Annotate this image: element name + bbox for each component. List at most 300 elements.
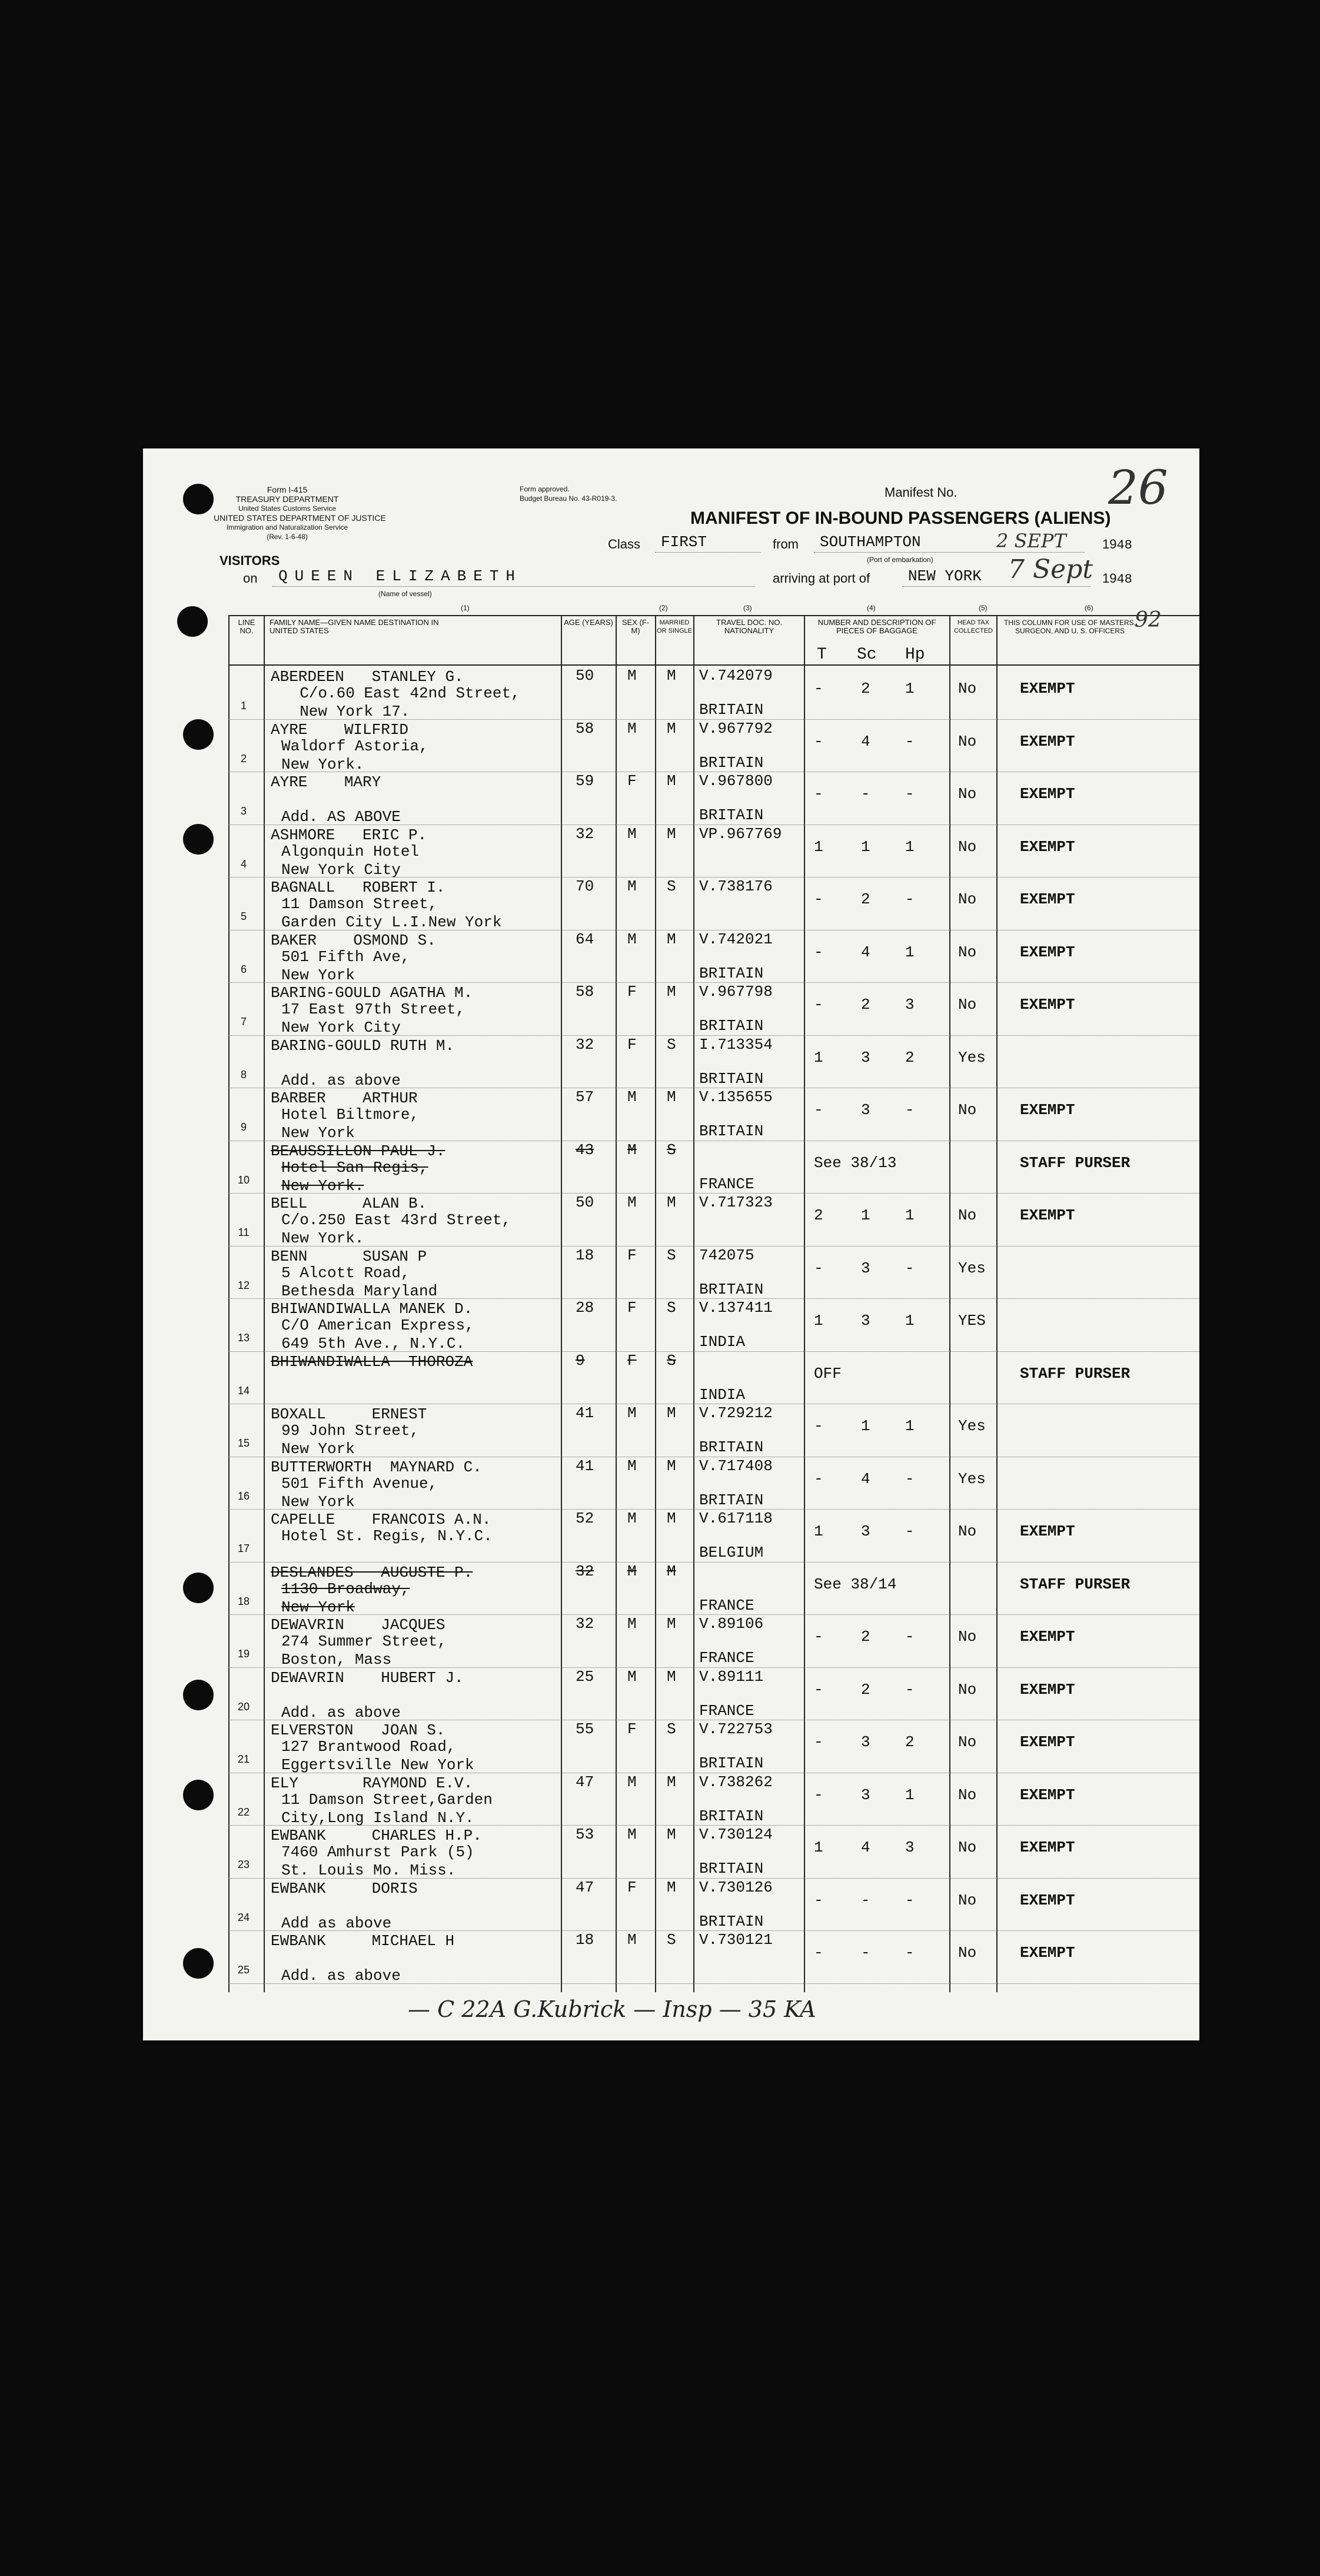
baggage-handpieces: 1 [905, 837, 915, 856]
baggage-handpieces: - [905, 732, 915, 750]
head-tax: No [958, 680, 977, 697]
passenger-marital: M [667, 1667, 676, 1686]
passenger-age: 70 [576, 877, 594, 895]
baggage-handpieces: - [905, 1470, 915, 1488]
manifest-title: MANIFEST OF IN-BOUND PASSENGERS (ALIENS) [690, 508, 1111, 528]
col-num-5: (5) [979, 604, 987, 612]
vessel-note: (Name of vessel) [378, 590, 432, 598]
punch-hole [183, 719, 214, 750]
passenger-name: BAKER OSMOND S. [271, 931, 436, 949]
officer-note: EXEMPT [1020, 1628, 1075, 1646]
baggage-suitcases: 3 [861, 1101, 870, 1119]
table-row [228, 720, 1199, 773]
head-tax: No [958, 943, 977, 961]
passenger-age: 52 [576, 1510, 594, 1527]
passenger-marital: S [667, 1720, 676, 1738]
baggage-suitcases: 3 [861, 1523, 870, 1540]
travel-doc-number: V.717323 [699, 1194, 773, 1211]
passenger-destination: C/O American Express, 649 5th Ave., N.Y.C. [281, 1317, 474, 1352]
ins-label: Immigration and Naturalization Service [226, 523, 348, 531]
passenger-age: 18 [576, 1246, 594, 1264]
officer-note: EXEMPT [1020, 1733, 1075, 1751]
customs-label: United States Customs Service [238, 504, 337, 513]
travel-doc-number: 742075 [699, 1246, 754, 1264]
arriving-label: arriving at port of [773, 571, 870, 586]
baggage-handpieces: - [905, 1891, 915, 1909]
officer-note: EXEMPT [1020, 890, 1075, 908]
visitors-label: VISITORS [220, 553, 280, 568]
table-row [228, 1141, 1199, 1194]
line-number: 21 [237, 1753, 250, 1765]
passenger-sex: M [627, 1457, 637, 1475]
passenger-destination: C/o.250 East 43rd Street, New York. [281, 1211, 511, 1247]
form-approved: Form approved. [520, 485, 570, 493]
arrival-underline [902, 586, 1090, 587]
passenger-destination: 5 Alcott Road, Bethesda Maryland [281, 1264, 438, 1300]
baggage-suitcases: 3 [861, 1786, 870, 1804]
passenger-marital: M [667, 719, 676, 737]
passenger-age: 32 [576, 1615, 594, 1633]
baggage-trunks: - [814, 1680, 823, 1699]
baggage-suitcases: 3 [861, 1259, 870, 1277]
passenger-sex: M [627, 719, 637, 737]
passenger-name: ELVERSTON JOAN S. [271, 1721, 445, 1739]
head-tax: No [958, 1839, 977, 1856]
from-label: from [773, 537, 799, 551]
table-row [228, 1352, 1199, 1405]
line-number: 13 [237, 1332, 250, 1344]
passenger-nationality: BRITAIN [699, 1122, 764, 1140]
baggage-handpieces: - [905, 1944, 915, 1962]
passenger-destination: Add. AS ABOVE [281, 808, 401, 826]
baggage-handpieces: 1 [905, 943, 915, 961]
passenger-nationality: BRITAIN [699, 1438, 764, 1456]
passenger-age: 57 [576, 1088, 594, 1106]
passenger-nationality: INDIA [699, 1385, 746, 1404]
line-number: 23 [237, 1859, 250, 1870]
passenger-destination: 11 Damson Street,Garden City,Long Island N.Y. [281, 1790, 493, 1827]
travel-doc-number: V.730121 [699, 1931, 773, 1949]
baggage-trunks: - [814, 996, 823, 1013]
baggage-trunks: - [814, 732, 823, 750]
year-label [1102, 537, 1132, 553]
officer-note: EXEMPT [1020, 1680, 1075, 1699]
arrival-port: NEW YORK [908, 567, 982, 585]
passenger-name: BARING-GOULD AGATHA M. [271, 984, 473, 1002]
passenger-name: BOXALL ERNEST [271, 1405, 427, 1423]
passenger-age: 18 [576, 1931, 594, 1949]
baggage-trunks: 2 [814, 1206, 823, 1224]
passenger-sex: F [627, 983, 637, 1001]
baggage-suitcases: 2 [861, 890, 870, 908]
passenger-name: BHIWANDIWALLA THOROZA [271, 1352, 473, 1371]
table-row [228, 667, 1199, 720]
col-num-3: (3) [743, 604, 752, 612]
baggage-handpieces: 3 [905, 1839, 915, 1856]
baggage-suitcases: 1 [861, 1206, 870, 1224]
passenger-sex: F [627, 1035, 637, 1053]
passenger-sex: F [627, 1878, 637, 1896]
revision-label: (Rev. 1-6-48) [267, 533, 308, 541]
table-row [228, 1036, 1199, 1089]
manifest-page [143, 448, 1199, 2040]
officer-note: EXEMPT [1020, 996, 1075, 1013]
line-number: 15 [237, 1437, 250, 1449]
travel-doc-number: V.89111 [699, 1667, 764, 1686]
baggage-trunks: 1 [814, 1523, 823, 1540]
baggage-suitcases: - [861, 1944, 870, 1962]
passenger-age: 64 [576, 930, 594, 948]
passenger-name: EWBANK MICHAEL H [271, 1932, 455, 1950]
passenger-marital: S [667, 1351, 676, 1370]
officer-note: EXEMPT [1020, 732, 1075, 750]
table-row [228, 1668, 1199, 1721]
baggage-handpieces: - [905, 1523, 915, 1540]
head-tax: No [958, 890, 977, 908]
passenger-nationality: BRITAIN [699, 1860, 764, 1877]
line-number: 2 [240, 752, 247, 765]
row-divider [228, 1983, 1199, 1984]
baggage-trunks: - [814, 1259, 823, 1277]
passenger-marital: S [667, 1035, 676, 1053]
passenger-destination: Add as above [281, 1914, 392, 1932]
passenger-sex: F [627, 1246, 637, 1264]
passenger-sex: F [627, 772, 637, 790]
officer-note: EXEMPT [1020, 943, 1075, 961]
officer-note: STAFF PURSER [1020, 1154, 1131, 1172]
passenger-age: 41 [576, 1404, 594, 1422]
passenger-destination: Add. as above [281, 1967, 401, 1985]
baggage-trunks: - [814, 1470, 823, 1488]
passenger-sex: M [627, 877, 637, 895]
passenger-nationality: FRANCE [699, 1596, 754, 1614]
table-row [228, 930, 1199, 983]
embark-date: 2 SEPT [996, 530, 1066, 552]
head-tax: Yes [958, 1048, 986, 1066]
table-row [228, 1931, 1199, 1984]
travel-doc-number: V.135655 [699, 1088, 773, 1106]
passenger-nationality: FRANCE [699, 1175, 754, 1193]
passenger-sex: M [627, 1773, 637, 1791]
passenger-age: 43 [576, 1141, 594, 1159]
passenger-marital: M [667, 1615, 676, 1633]
line-number: 7 [240, 1016, 247, 1028]
passenger-sex: M [627, 825, 637, 843]
line-number: 4 [240, 857, 247, 870]
passenger-nationality: INDIA [699, 1333, 746, 1351]
head-tax: No [958, 1206, 977, 1224]
passenger-marital: M [667, 1088, 676, 1106]
passenger-age: 32 [576, 1562, 594, 1580]
passenger-age: 41 [576, 1457, 594, 1475]
passenger-marital: S [667, 1141, 676, 1159]
officer-note: EXEMPT [1020, 1786, 1075, 1804]
passenger-age: 50 [576, 1194, 594, 1211]
budget-bureau: Budget Bureau No. 43-R019-3. [520, 494, 617, 503]
passenger-sex: M [627, 1615, 637, 1633]
passenger-age: 50 [576, 667, 594, 684]
passenger-marital: M [667, 1404, 676, 1422]
col-num-6: (6) [1085, 604, 1093, 612]
arrival-date: 7 Sept [1008, 554, 1093, 584]
line-number: 10 [237, 1174, 250, 1186]
head-tax: No [958, 1523, 977, 1540]
table-row [228, 825, 1199, 878]
table-row [228, 1615, 1199, 1668]
passenger-marital: M [667, 667, 676, 684]
officer-note: STAFF PURSER [1020, 1575, 1131, 1593]
passenger-name: BAGNALL ROBERT I. [271, 879, 445, 896]
passenger-nationality: FRANCE [699, 1649, 754, 1667]
line-number: 9 [240, 1121, 247, 1133]
line-number: 3 [240, 805, 247, 817]
baggage-suitcases: 4 [861, 943, 870, 961]
passenger-age: 59 [576, 772, 594, 790]
head-tax: No [958, 1786, 977, 1804]
passenger-name: AYRE WILFRID [271, 720, 409, 739]
table-row [228, 877, 1199, 930]
head-tax: YES [958, 1312, 986, 1329]
travel-doc-number: V.742021 [699, 930, 773, 948]
travel-doc-number: V.967798 [699, 983, 773, 1001]
passenger-marital: M [667, 1457, 676, 1475]
passenger-name: ELY RAYMOND E.V. [271, 1774, 473, 1792]
table-row [228, 1879, 1199, 1932]
line-number: 1 [240, 700, 247, 712]
passenger-marital: S [667, 1931, 676, 1949]
table-row [228, 1826, 1199, 1879]
baggage-handpieces: - [905, 1259, 915, 1277]
head-tax: No [958, 732, 977, 750]
table-row [228, 1194, 1199, 1247]
colhead-travel: TRAVEL DOC. NO. NATIONALITY [716, 618, 782, 635]
line-number: 11 [238, 1226, 250, 1238]
baggage-trunks: 1 [814, 1839, 823, 1856]
baggage-suitcases: 3 [861, 1312, 870, 1329]
passenger-age: 28 [576, 1299, 594, 1317]
passenger-destination: C/o.60 East 42nd Street, New York 17. [300, 684, 520, 720]
colhead-officers: THIS COLUMN FOR USE OF MASTERS, SURGEON, AND U. S. OFFICERS [1003, 619, 1136, 635]
passenger-marital: M [667, 772, 676, 790]
passenger-sex: M [627, 1404, 637, 1422]
passenger-marital: M [667, 1510, 676, 1527]
baggage-handpieces: - [905, 890, 915, 908]
travel-doc-number: V.738262 [699, 1773, 773, 1791]
baggage-trunks: - [814, 680, 823, 697]
officer-note: EXEMPT [1020, 1839, 1075, 1856]
head-tax: Yes [958, 1470, 986, 1488]
line-number: 6 [240, 963, 247, 975]
officer-note: EXEMPT [1020, 837, 1075, 856]
head-tax: Yes [958, 1259, 986, 1277]
passenger-marital: M [667, 983, 676, 1001]
passenger-marital: M [667, 1194, 676, 1211]
punch-hole [183, 1680, 214, 1710]
head-tax: Yes [958, 1417, 986, 1435]
baggage-handpieces: - [905, 1101, 915, 1119]
passenger-age: 58 [576, 719, 594, 737]
passenger-sex: M [627, 1194, 637, 1211]
passenger-age: 47 [576, 1878, 594, 1896]
passenger-nationality: BRITAIN [699, 806, 764, 824]
baggage-suitcases: 2 [861, 680, 870, 697]
baggage-trunks: - [814, 890, 823, 908]
passenger-age: 55 [576, 1720, 594, 1738]
passenger-marital: S [667, 1246, 676, 1264]
vessel-underline [272, 586, 755, 587]
baggage-handpieces: 1 [905, 1312, 915, 1329]
baggage-handpieces: 3 [905, 996, 915, 1013]
year-prefix: 19 [1102, 537, 1117, 551]
baggage-suitcases: - [861, 785, 870, 803]
passenger-destination: 17 East 97th Street, New York City [281, 1001, 466, 1036]
passenger-nationality: BRITAIN [699, 964, 764, 982]
form-header-left [214, 485, 386, 541]
head-tax: No [958, 1628, 977, 1646]
justice-label: UNITED STATES DEPARTMENT OF JUSTICE [214, 513, 386, 523]
baggage-trunks: OFF [814, 1364, 842, 1382]
passenger-sex: M [627, 1562, 637, 1580]
line-number: 8 [240, 1068, 247, 1081]
passenger-name: ASHMORE ERIC P. [271, 826, 427, 844]
table-row [228, 1247, 1199, 1299]
class-label: Class [608, 537, 641, 551]
baggage-suitcases: 4 [861, 1470, 870, 1488]
passenger-age: 53 [576, 1826, 594, 1843]
passenger-name: BUTTERWORTH MAYNARD C. [271, 1458, 482, 1476]
passenger-sex: M [627, 1667, 637, 1686]
manifest-number: 26 [1108, 460, 1168, 515]
table-row [228, 772, 1199, 825]
passenger-name: DEWAVRIN JACQUES [271, 1616, 445, 1634]
col-num-4: (4) [867, 604, 876, 612]
baggage-trunks: - [814, 1417, 823, 1435]
passenger-name: ABERDEEN STANLEY G. [271, 668, 464, 686]
baggage-suitcases: - [861, 1891, 870, 1909]
baggage-trunks: 1 [814, 837, 823, 856]
line-number: 25 [237, 1964, 250, 1976]
line-number: 24 [237, 1911, 250, 1923]
punch-hole [183, 1573, 214, 1603]
passenger-sex: M [627, 1088, 637, 1106]
year-prefix-2: 19 [1102, 571, 1117, 586]
form-number: Form I-415 [267, 485, 308, 494]
passenger-nationality: FRANCE [699, 1701, 754, 1720]
year-label-2 [1102, 571, 1132, 587]
baggage-handpieces: 2 [905, 1733, 915, 1751]
passenger-nationality: BRITAIN [699, 1069, 764, 1088]
passenger-destination: 501 Fifth Avenue, New York [281, 1474, 438, 1511]
travel-doc-number: V.617118 [699, 1510, 773, 1527]
travel-doc-number: V.738176 [699, 877, 773, 895]
baggage-suitcases: 2 [861, 1628, 870, 1646]
travel-doc-number: V.89106 [699, 1615, 764, 1633]
punch-hole [183, 824, 214, 855]
travel-doc-number: V.742079 [699, 667, 773, 684]
travel-doc-number: V.967800 [699, 772, 773, 790]
passenger-name: DEWAVRIN HUBERT J. [271, 1668, 464, 1687]
baggage-suitcases: 4 [861, 1839, 870, 1856]
passenger-nationality: BRITAIN [699, 1017, 764, 1035]
table-row [228, 1299, 1199, 1352]
passenger-age: 9 [576, 1351, 585, 1370]
baggage-trunks: See 38/14 [814, 1575, 897, 1593]
baggage-sub-hp: Hp [905, 646, 925, 664]
passenger-name: BENN SUSAN P [271, 1247, 427, 1265]
officer-note: STAFF PURSER [1020, 1364, 1131, 1382]
travel-doc-number: V.730126 [699, 1878, 773, 1896]
passenger-name: BHIWANDIWALLA MANEK D. [271, 1300, 473, 1318]
passenger-age: 32 [576, 1035, 594, 1053]
colhead-baggage: NUMBER AND DESCRIPTION OF PIECES OF BAGGAGE [817, 618, 936, 635]
baggage-suitcases: 1 [861, 837, 870, 856]
class-value: FIRST [661, 533, 707, 551]
passenger-table [228, 608, 1199, 1992]
passenger-nationality: BRITAIN [699, 753, 764, 772]
passenger-destination: Hotel Biltmore, New York [281, 1106, 420, 1142]
passenger-destination: 7460 Amhurst Park (5) St. Louis Mo. Miss. [281, 1843, 474, 1879]
baggage-handpieces: 1 [905, 1786, 915, 1804]
colhead-married: MARRIED OR SINGLE [657, 619, 692, 634]
officer-note: EXEMPT [1020, 1891, 1075, 1909]
col-num-1: (1) [461, 604, 470, 612]
baggage-sub-t: T [817, 646, 827, 664]
passenger-nationality: BRITAIN [699, 1807, 764, 1825]
passenger-age: 47 [576, 1773, 594, 1791]
passenger-age: 58 [576, 983, 594, 1001]
head-tax: No [958, 996, 977, 1013]
inspector-footer: — C 22A G.Kubrick — Insp — 35 KA [408, 1996, 816, 2022]
officer-note: EXEMPT [1020, 1944, 1075, 1962]
officer-note: EXEMPT [1020, 1101, 1075, 1119]
passenger-sex: M [627, 667, 637, 684]
travel-doc-number: V.717408 [699, 1457, 773, 1475]
colhead-headtax: HEAD TAX COLLECTED [953, 619, 993, 634]
baggage-handpieces: 1 [905, 1417, 915, 1435]
passenger-destination: 11 Damson Street, Garden City L.I.New York [281, 895, 502, 931]
colhead-age: AGE (YEARS) [564, 618, 613, 627]
travel-doc-number: V.729212 [699, 1404, 773, 1422]
officer-note: EXEMPT [1020, 680, 1075, 697]
passenger-age: 32 [576, 825, 594, 843]
passenger-destination: Algonquin Hotel New York City [281, 842, 420, 879]
passenger-marital: M [667, 1562, 676, 1580]
passenger-name: BARING-GOULD RUTH M. [271, 1036, 455, 1055]
line-number: 20 [237, 1700, 250, 1713]
baggage-handpieces: - [905, 785, 915, 803]
travel-doc-number: V.967792 [699, 719, 773, 737]
treasury-label: TREASURY DEPARTMENT [235, 494, 339, 504]
travel-doc-number: I.713354 [699, 1035, 773, 1053]
passenger-marital: M [667, 825, 676, 843]
baggage-handpieces: 2 [905, 1048, 915, 1066]
baggage-suitcases: 1 [861, 1417, 870, 1435]
line-number: 18 [237, 1595, 250, 1607]
baggage-handpieces: - [905, 1628, 915, 1646]
baggage-trunks: - [814, 943, 823, 961]
baggage-trunks: - [814, 1733, 823, 1751]
passenger-marital: M [667, 1878, 676, 1896]
line-number: 17 [237, 1543, 250, 1554]
baggage-suitcases: 3 [861, 1733, 870, 1751]
line-number: 14 [237, 1384, 250, 1397]
baggage-suitcases: 3 [861, 1048, 870, 1066]
head-tax: No [958, 1733, 977, 1751]
passenger-marital: M [667, 1826, 676, 1843]
punch-hole [183, 1948, 214, 1979]
passenger-destination: Hotel San Regis, New York. [281, 1158, 428, 1195]
passenger-name: CAPELLE FRANCOIS A.N. [271, 1511, 491, 1528]
